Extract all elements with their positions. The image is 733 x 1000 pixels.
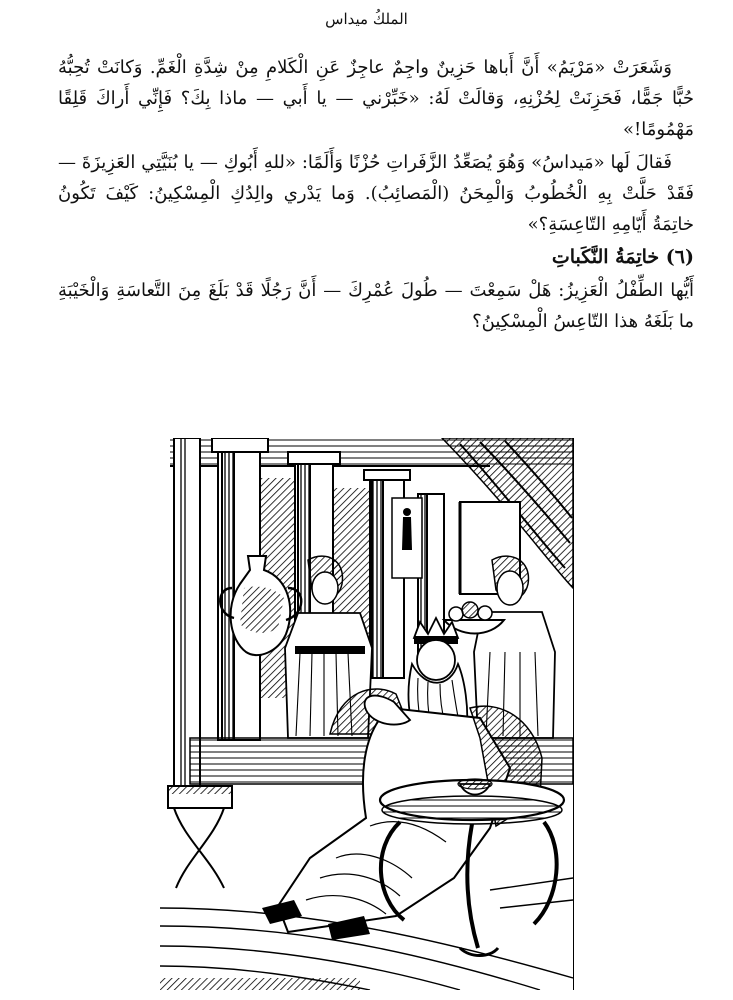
king-midas-illustration	[160, 438, 574, 990]
running-title: الملكُ ميداس	[325, 10, 408, 28]
paragraph-midas-reply: فَقالَ لَها «مَيداسُ» وَهُوَ يُصَعِّدُ الزَّفَراتِ حُزْنًا وَأَلَمًا: «للهِ أَبُوكِ — يا بُنَيَّتِي العَزِيزَةَ — فَقَدْ حَلَّتْ بِهِ الْخُطُوبُ وَالْمِحَنُ (الْمَصائِبُ). وَما يَدْري والِدُكِ الْمِسْكِينُ: كَيْفَ تَكُونُ خاتِمَةُ أَيّامِهِ التّاعِسَةِ؟»	[58, 152, 694, 235]
section-paragraph: أَيُّها الطِّفْلُ الْعَزِيزُ: هَلْ سَمِعْتَ — طُولَ عُمْرِكَ — أَنَّ رَجُلًا قَدْ بَلَغَ مِنَ التَّعاسَةِ وَالْخَيْبَةِ ما بَلَغَهُ هذا التّاعِسُ الْمِسْكِينُ؟	[58, 280, 694, 332]
paragraph-maryam: وَشَعَرَتْ «مَرْيَمُ» أَنَّ أَباها حَزِينٌ واجِمٌ عاجِزٌ عَنِ الْكَلامِ مِنْ شِدَّةِ الْغَمِّ. وَكانَتْ تُحِبُّهُ حُبًّا جَمًّا، فَحَزِنَتْ لِحُزْنِهِ، وَقالَتْ لَهُ: «خَبِّرْني — يا أَبي — ماذا بِكَ؟ فَإِنِّي أَراكَ قَلِقًا مَهْمُومًا!»	[58, 57, 694, 140]
section-heading: (٦) خاتِمَةُ النَّكَباتِ	[551, 246, 694, 268]
page-body	[58, 52, 694, 337]
